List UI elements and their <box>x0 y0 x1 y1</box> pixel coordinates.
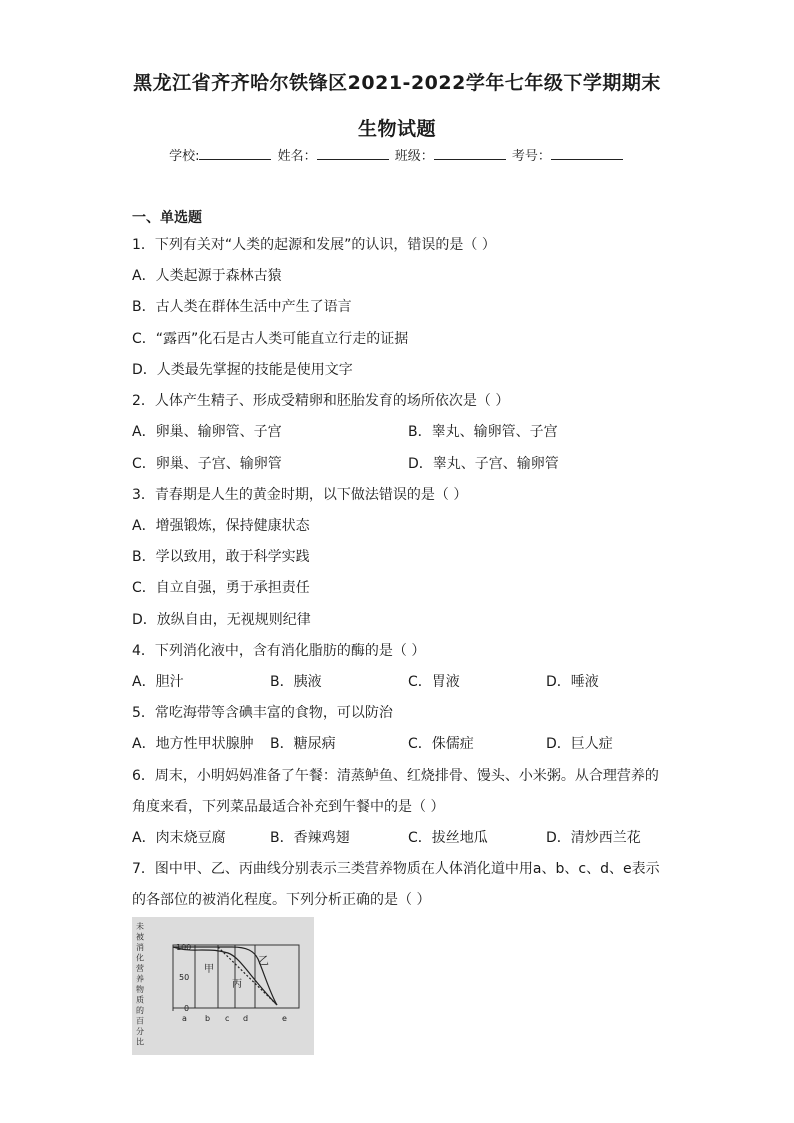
y-axis-label-char: 未 <box>136 922 144 931</box>
x-tick-a: a <box>182 1014 187 1023</box>
label-jia: 甲 <box>204 964 214 975</box>
digestion-curve-figure <box>132 917 314 1055</box>
y-axis-label-char: 养 <box>136 974 144 984</box>
q5-option-b[interactable]: B．糖尿病 <box>270 736 336 752</box>
q1-option-a[interactable]: A．人类起源于森林古猿 <box>132 268 282 284</box>
school-label: 学校: <box>169 149 200 164</box>
q6-stem-line1: 6．周末，小明妈妈准备了午餐：清蒸鲈鱼、红烧排骨、馒头、小米粥。从合理营养的 <box>132 768 659 784</box>
school-blank[interactable] <box>199 147 271 160</box>
digestion-curve-svg <box>132 917 314 1055</box>
class-blank[interactable] <box>434 147 506 160</box>
y-axis-label-char: 质 <box>136 995 144 1005</box>
q7-stem-line1: 7．图中甲、乙、丙曲线分别表示三类营养物质在人体消化道中用a、b、c、d、e表示 <box>132 861 660 877</box>
q3-option-d[interactable]: D．放纵自由，无视规则纪律 <box>132 612 311 628</box>
q5-stem: 5．常吃海带等含碘丰富的食物，可以防治 <box>132 705 393 721</box>
q3-option-b[interactable]: B．学以致用，敢于科学实践 <box>132 549 310 565</box>
q4-option-b[interactable]: B．胰液 <box>270 674 322 690</box>
q1-option-d[interactable]: D．人类最先掌握的技能是使用文字 <box>132 362 353 378</box>
y-axis-label-char: 的 <box>136 1006 144 1015</box>
q2-option-d[interactable]: D．睾丸、子宫、输卵管 <box>408 456 559 472</box>
q1-option-b[interactable]: B．古人类在群体生活中产生了语言 <box>132 299 352 315</box>
q7-stem-line2: 的各部位的被消化程度。下列分析正确的是（ ） <box>132 892 431 908</box>
q2-option-a[interactable]: A．卵巢、输卵管、子宫 <box>132 424 282 440</box>
x-tick-b: b <box>205 1014 211 1023</box>
y-axis-label-char: 化 <box>136 953 144 963</box>
y-axis-label-char: 比 <box>136 1037 144 1047</box>
plot-frame <box>173 945 299 1008</box>
q2-stem: 2．人体产生精子、形成受精卵和胚胎发育的场所依次是（ ） <box>132 393 510 409</box>
x-tick-e: e <box>282 1014 287 1023</box>
y-axis-label <box>136 921 144 1047</box>
q4-option-d[interactable]: D．唾液 <box>546 674 599 690</box>
q4-option-a[interactable]: A．胆汁 <box>132 674 184 690</box>
q6-stem-line2: 角度来看，下列菜品最适合补充到午餐中的是（ ） <box>132 799 445 815</box>
q5-option-c[interactable]: C．侏儒症 <box>408 736 474 752</box>
exam-title-line1: 黑龙江省齐齐哈尔铁锋区2021-2022学年七年级下学期期末 <box>133 72 661 94</box>
q6-option-a[interactable]: A．肉末烧豆腐 <box>132 830 226 846</box>
class-label: 班级： <box>394 149 434 164</box>
y-tick-100: 100 <box>176 943 192 952</box>
q3-stem: 3．青春期是人生的黄金时期，以下做法错误的是（ ） <box>132 487 468 503</box>
q4-option-c[interactable]: C．胃液 <box>408 674 460 690</box>
name-label: 姓名： <box>277 149 317 164</box>
q5-option-a[interactable]: A．地方性甲状腺肿 <box>132 736 254 752</box>
y-tick-50: 50 <box>179 973 190 982</box>
q4-stem: 4．下列消化液中，含有消化脂肪的酶的是（ ） <box>132 643 426 659</box>
x-tick-c: c <box>225 1014 230 1023</box>
q5-option-d[interactable]: D．巨人症 <box>546 736 613 752</box>
q6-option-b[interactable]: B．香辣鸡翅 <box>270 830 350 846</box>
label-yi: 乙 <box>258 954 269 967</box>
number-blank[interactable] <box>551 147 623 160</box>
y-axis-label-char: 被 <box>136 932 144 942</box>
y-axis-label-char: 百 <box>136 1016 144 1026</box>
q3-option-a[interactable]: A．增强锻炼，保持健康状态 <box>132 518 310 534</box>
y-axis-label-char: 分 <box>136 1027 144 1036</box>
section-title: 一、单选题 <box>132 210 202 226</box>
y-axis-label-char: 物 <box>136 985 144 994</box>
y-tick-0: 0 <box>184 1004 190 1013</box>
q2-option-c[interactable]: C．卵巢、子宫、输卵管 <box>132 456 282 472</box>
exam-title-line2: 生物试题 <box>357 118 436 140</box>
student-info-line <box>0 145 794 164</box>
q1-stem: 1．下列有关对“人类的起源和发展”的认识，错误的是（ ） <box>132 237 496 253</box>
x-tick-d: d <box>243 1014 249 1023</box>
y-axis-label-char: 消 <box>136 943 144 952</box>
name-blank[interactable] <box>317 147 389 160</box>
q6-option-d[interactable]: D．清炒西兰花 <box>546 830 641 846</box>
q6-option-c[interactable]: C．拔丝地瓜 <box>408 830 488 846</box>
q1-option-c[interactable]: C．“露西”化石是古人类可能直立行走的证据 <box>132 331 409 347</box>
y-axis-label-char: 营 <box>136 964 144 973</box>
q2-option-b[interactable]: B．睾丸、输卵管、子宫 <box>408 424 558 440</box>
label-bing: 丙 <box>232 979 242 990</box>
q3-option-c[interactable]: C．自立自强，勇于承担责任 <box>132 580 310 596</box>
number-label: 考号： <box>511 149 551 164</box>
